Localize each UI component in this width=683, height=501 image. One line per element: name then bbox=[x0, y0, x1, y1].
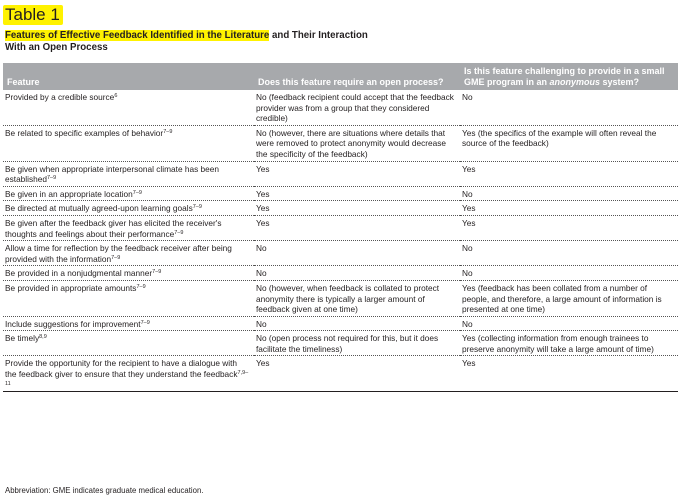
feature-text: Be provided in a nonjudgmental manner bbox=[5, 268, 153, 279]
table-row bbox=[3, 266, 678, 281]
feature-cell bbox=[3, 241, 254, 266]
feature-text: Provide the opportunity for the recipient to have a dialogue with the feedback giver to ensure that they understand the feedback bbox=[5, 358, 238, 380]
open-process-cell: Yes bbox=[254, 201, 460, 216]
feature-text: Be given after the feedback giver has elicited the receiver's thoughts and feelings about their performance bbox=[5, 217, 222, 239]
table-label: Table 1 bbox=[3, 5, 63, 25]
reference-superscript: 8,9 bbox=[39, 334, 47, 341]
table-row bbox=[3, 125, 678, 161]
reference-superscript: 7–9 bbox=[140, 319, 150, 326]
feature-text: Be given in an appropriate location bbox=[5, 188, 133, 199]
feature-cell bbox=[3, 125, 254, 161]
reference-superscript: 6 bbox=[114, 93, 118, 99]
anonymous-cell: Yes (collecting information from enough trainees to preserve anonymity will take a large amount of time) bbox=[460, 331, 678, 356]
title-highlighted: Features of Effective Feedback Identified in the Literature bbox=[5, 30, 270, 41]
table-title bbox=[5, 30, 665, 54]
feature-text: Be given when appropriate interpersonal climate has been established bbox=[5, 163, 220, 185]
open-process-cell: Yes bbox=[254, 215, 460, 240]
open-process-cell: No (feedback recipient could accept that the feedback provider was from a group that they considered credible) bbox=[254, 90, 460, 125]
feature-text: Be directed at mutually agreed-upon learning goals bbox=[5, 203, 193, 214]
anonymous-cell: Yes bbox=[460, 161, 678, 186]
open-process-cell: No (however, there are situations where details that were removed to protect anonymity would decrease the specificity of the feedback) bbox=[254, 125, 460, 161]
feature-cell bbox=[3, 331, 254, 356]
header-anonymous-prefix: Is this feature challenging to provide in a small GME program in an bbox=[464, 66, 665, 87]
feature-cell bbox=[3, 266, 254, 281]
header-open-process: Does this feature require an open process? bbox=[254, 63, 460, 90]
footnote: Abbreviation: GME indicates graduate medical education. bbox=[5, 486, 204, 495]
table-row bbox=[3, 280, 678, 316]
header-row bbox=[3, 63, 678, 90]
feature-cell bbox=[3, 90, 254, 125]
reference-superscript: 7–9 bbox=[46, 175, 57, 182]
reference-superscript: 7–9 bbox=[163, 128, 173, 135]
open-process-cell: Yes bbox=[254, 186, 460, 201]
open-process-cell: No (however, when feedback is collated to protect anonymity there is typically a larger amount of feedback given at one time) bbox=[254, 280, 460, 316]
feature-cell bbox=[3, 161, 254, 186]
title-line2: With an Open Process bbox=[5, 42, 108, 53]
header-anonymous-italic: anonymous bbox=[549, 76, 601, 87]
table-row bbox=[3, 241, 678, 266]
open-process-cell: Yes bbox=[254, 356, 460, 392]
anonymous-cell: No bbox=[460, 90, 678, 125]
open-process-cell: No bbox=[254, 266, 460, 281]
table-row bbox=[3, 356, 678, 392]
reference-superscript: 7–9 bbox=[132, 189, 142, 196]
reference-superscript: 7–9 bbox=[136, 283, 146, 290]
feature-text: Include suggestions for improvement bbox=[5, 318, 141, 329]
title-rest: and Their Interaction bbox=[269, 30, 368, 41]
feature-cell bbox=[3, 201, 254, 216]
feature-text: Be related to specific examples of behavior bbox=[5, 127, 164, 138]
feature-cell bbox=[3, 316, 254, 331]
header-anonymous bbox=[460, 63, 678, 90]
open-process-cell: No (open process not required for this, but it does facilitate the timeliness) bbox=[254, 331, 460, 356]
table-row bbox=[3, 215, 678, 240]
feature-text: Provided by a credible source bbox=[5, 92, 115, 102]
anonymous-cell: No bbox=[460, 241, 678, 266]
anonymous-cell: Yes (the specifics of the example will often reveal the source of the feedback) bbox=[460, 125, 678, 161]
open-process-cell: No bbox=[254, 316, 460, 331]
table-row bbox=[3, 90, 678, 125]
anonymous-cell: No bbox=[460, 266, 678, 281]
feature-cell bbox=[3, 356, 254, 392]
feature-text: Allow a time for reflection by the feedback receiver after being provided with the information bbox=[5, 243, 232, 264]
table-row bbox=[3, 201, 678, 216]
open-process-cell: Yes bbox=[254, 161, 460, 186]
reference-superscript: 7–9 bbox=[174, 229, 184, 236]
table-row bbox=[3, 186, 678, 201]
table-row bbox=[3, 316, 678, 331]
reference-superscript: 7,9–11 bbox=[5, 370, 249, 387]
feature-cell bbox=[3, 186, 254, 201]
reference-superscript: 7–9 bbox=[152, 269, 162, 276]
reference-superscript: 7–9 bbox=[111, 254, 121, 261]
table-row bbox=[3, 331, 678, 356]
anonymous-cell: Yes (feedback has been collated from a number of people, and therefore, a large amount of information is presented at one time) bbox=[460, 280, 678, 316]
feature-text: Be provided in appropriate amounts bbox=[5, 282, 137, 293]
feature-cell bbox=[3, 280, 254, 316]
table-row bbox=[3, 161, 678, 186]
header-feature: Feature bbox=[3, 63, 254, 90]
anonymous-cell: Yes bbox=[460, 215, 678, 240]
reference-superscript: 7–9 bbox=[192, 204, 202, 211]
anonymous-cell: Yes bbox=[460, 356, 678, 392]
anonymous-cell: No bbox=[460, 316, 678, 331]
header-anonymous-suffix: system? bbox=[600, 76, 640, 87]
open-process-cell: No bbox=[254, 241, 460, 266]
anonymous-cell: Yes bbox=[460, 201, 678, 216]
anonymous-cell: No bbox=[460, 186, 678, 201]
feature-cell bbox=[3, 215, 254, 240]
features-table bbox=[3, 63, 678, 392]
feature-text: Be timely bbox=[5, 333, 40, 344]
